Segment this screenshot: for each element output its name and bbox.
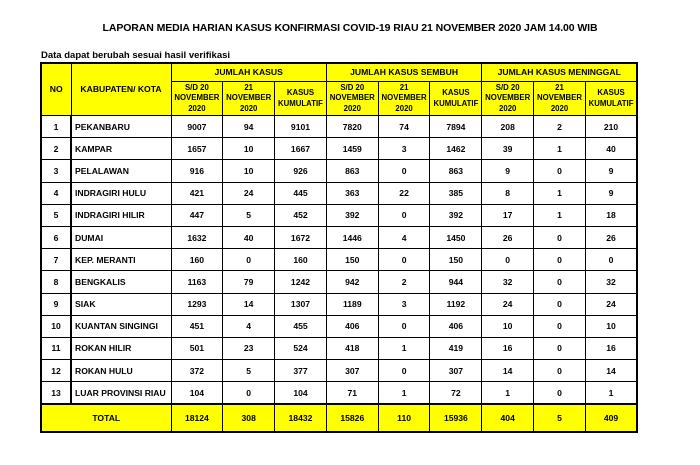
deaths-until-nov20-cell: 0 [482,249,534,271]
row-number: 9 [41,293,71,315]
region-name: LUAR PROVINSI RIAU [71,382,171,405]
cases-until-nov20-cell: 447 [171,204,223,226]
region-name: DUMAI [71,226,171,248]
header-line: 2020 [240,103,258,113]
recovered-cumulative-cell: 1192 [430,293,482,315]
table-row [41,138,637,160]
region-name: INDRAGIRI HULU [71,182,171,204]
recovered-nov21-cell: 0 [378,249,430,271]
cases-nov21-cell: 4 [223,315,275,337]
recovered-until-nov20-cell: 1189 [326,293,378,315]
recovered-cumulative-cell: 72 [430,382,482,405]
cases-until-nov20-cell: 1632 [171,226,223,248]
header-until-nov20-recovered [326,82,378,116]
deaths-until-nov20-cell: 32 [482,271,534,293]
deaths-cumulative-cell: 24 [585,293,637,315]
header-line: NOVEMBER [536,93,583,103]
deaths-cumulative-cell: 0 [585,249,637,271]
recovered-cumulative-cell: 7894 [430,116,482,138]
recovered-nov21-cell: 2 [378,271,430,293]
region-name: KAMPAR [71,138,171,160]
header-line: S/D 20 [184,82,209,92]
region-name: KEP. MERANTI [71,249,171,271]
cases-cumulative-cell: 1672 [275,226,327,248]
recovered-cumulative-cell: 150 [430,249,482,271]
cases-cumulative-cell: 926 [275,160,327,182]
cases-cumulative-cell: 452 [275,204,327,226]
header-line: KASUS [286,88,315,97]
recovered-cumulative-cell: 1462 [430,138,482,160]
total-label: TOTAL [41,404,171,432]
total-deaths-cumulative: 409 [585,404,637,432]
cases-nov21-cell: 94 [223,116,275,138]
row-number: 7 [41,249,71,271]
total-recovered-until-nov20: 15826 [326,404,378,432]
header-group-recovered: JUMLAH KASUS SEMBUH [326,63,481,82]
cases-until-nov20-cell: 1293 [171,293,223,315]
deaths-nov21-cell: 0 [534,293,586,315]
table-row [41,160,637,182]
recovered-until-nov20-cell: 363 [326,182,378,204]
cases-nov21-cell: 40 [223,226,275,248]
table-body [41,116,637,405]
header-line: 2020 [188,103,206,113]
cases-cumulative-cell: 104 [275,382,327,405]
recovered-until-nov20-cell: 418 [326,337,378,359]
recovered-cumulative-cell: 944 [430,271,482,293]
header-until-nov20-cases [171,82,223,116]
recovered-cumulative-cell: 392 [430,204,482,226]
deaths-cumulative-cell: 40 [585,138,637,160]
header-line: 21 [555,82,564,92]
deaths-until-nov20-cell: 8 [482,182,534,204]
cases-cumulative-cell: 1667 [275,138,327,160]
row-number: 8 [41,271,71,293]
deaths-nov21-cell: 0 [534,382,586,405]
cases-until-nov20-cell: 501 [171,337,223,359]
cases-nov21-cell: 10 [223,138,275,160]
cases-nov21-cell: 10 [223,160,275,182]
header-nov21-deaths [534,82,586,116]
recovered-until-nov20-cell: 406 [326,315,378,337]
total-cases-nov21: 308 [223,404,275,432]
table-row [41,293,637,315]
recovered-nov21-cell: 3 [378,138,430,160]
deaths-until-nov20-cell: 24 [482,293,534,315]
table-row [41,249,637,271]
report-title: LAPORAN MEDIA HARIAN KASUS KONFIRMASI COVID-19 RIAU 21 NOVEMBER 2020 JAM 14.00 WIB [102,22,598,34]
header-until-nov20-deaths [482,82,534,116]
header-region: KABUPATEN/ KOTA [71,63,171,116]
row-number: 4 [41,182,71,204]
header-line: 2020 [550,103,569,113]
total-recovered-nov21: 110 [378,404,430,432]
table-row [41,226,637,248]
header-cumulative-cases [275,82,327,116]
cases-cumulative-cell: 1307 [275,293,327,315]
table-row [41,204,637,226]
header-line: KASUS [597,88,625,97]
deaths-nov21-cell: 1 [534,182,586,204]
deaths-until-nov20-cell: 16 [482,337,534,359]
cases-until-nov20-cell: 1163 [171,271,223,293]
row-number: 10 [41,315,71,337]
header-line: 2020 [343,103,361,113]
deaths-until-nov20-cell: 14 [482,360,534,382]
deaths-cumulative-cell: 26 [585,226,637,248]
recovered-nov21-cell: 74 [378,116,430,138]
cases-until-nov20-cell: 916 [171,160,223,182]
recovered-nov21-cell: 0 [378,160,430,182]
row-number: 2 [41,138,71,160]
recovered-nov21-cell: 1 [378,382,430,405]
deaths-cumulative-cell: 10 [585,315,637,337]
header-line: NOVEMBER [329,93,375,103]
cases-cumulative-cell: 377 [275,360,327,382]
recovered-cumulative-cell: 419 [430,337,482,359]
recovered-until-nov20-cell: 392 [326,204,378,226]
table-row [41,271,637,293]
cases-cumulative-cell: 455 [275,315,327,337]
cases-until-nov20-cell: 1657 [171,138,223,160]
recovered-until-nov20-cell: 942 [326,271,378,293]
deaths-until-nov20-cell: 26 [482,226,534,248]
deaths-cumulative-cell: 210 [585,116,637,138]
cases-until-nov20-cell: 104 [171,382,223,405]
recovered-nov21-cell: 4 [378,226,430,248]
cases-until-nov20-cell: 451 [171,315,223,337]
row-number: 11 [41,337,71,359]
header-line: 2020 [395,103,413,113]
deaths-nov21-cell: 1 [534,138,586,160]
cases-nov21-cell: 79 [223,271,275,293]
recovered-until-nov20-cell: 71 [326,382,378,405]
cases-until-nov20-cell: 160 [171,249,223,271]
header-line: S/D 20 [495,82,520,92]
cases-cumulative-cell: 445 [275,182,327,204]
header-line: 2020 [499,103,517,113]
recovered-until-nov20-cell: 307 [326,360,378,382]
recovered-until-nov20-cell: 7820 [326,116,378,138]
header-group-cases: JUMLAH KASUS [171,63,326,82]
verification-note: Data dapat berubah sesuai hasil verifikasi [41,50,231,61]
recovered-nov21-cell: 22 [378,182,430,204]
cases-cumulative-cell: 9101 [275,116,327,138]
cases-cumulative-cell: 1242 [275,271,327,293]
header-nov21-cases [223,82,275,116]
recovered-until-nov20-cell: 863 [326,160,378,182]
region-name: BENGKALIS [71,271,171,293]
cases-nov21-cell: 24 [223,182,275,204]
recovered-until-nov20-cell: 150 [326,249,378,271]
deaths-cumulative-cell: 14 [585,360,637,382]
deaths-nov21-cell: 1 [534,204,586,226]
header-cumulative-recovered [430,82,482,116]
deaths-nov21-cell: 0 [534,226,586,248]
deaths-cumulative-cell: 18 [585,204,637,226]
cases-cumulative-cell: 524 [275,337,327,359]
deaths-nov21-cell: 0 [534,337,586,359]
recovered-cumulative-cell: 307 [430,360,482,382]
header-cumulative-deaths [585,82,637,116]
table-header [41,63,637,116]
total-recovered-cumulative: 15936 [430,404,482,432]
table-row [41,116,637,138]
recovered-cumulative-cell: 406 [430,315,482,337]
region-name: KUANTAN SINGINGI [71,315,171,337]
cases-nov21-cell: 0 [223,382,275,405]
row-number: 5 [41,204,71,226]
header-line: NOVEMBER [226,93,272,103]
cases-nov21-cell: 14 [223,293,275,315]
deaths-nov21-cell: 0 [534,249,586,271]
header-line: KUMULATIF [433,98,479,108]
recovered-cumulative-cell: 1450 [430,226,482,248]
region-name: ROKAN HULU [71,360,171,382]
total-cases-cumulative: 18432 [275,404,327,432]
header-line: NOVEMBER [485,93,531,103]
deaths-nov21-cell: 2 [534,116,586,138]
header-nov21-recovered [378,82,430,116]
deaths-cumulative-cell: 32 [585,271,637,293]
header-line: NOVEMBER [174,93,220,103]
row-number: 1 [41,116,71,138]
deaths-until-nov20-cell: 10 [482,315,534,337]
table-row [41,382,637,405]
cases-nov21-cell: 0 [223,249,275,271]
header-no: NO [41,63,71,116]
header-line: KUMULATIF [588,98,634,108]
recovered-nov21-cell: 0 [378,360,430,382]
row-number: 3 [41,160,71,182]
deaths-nov21-cell: 0 [534,315,586,337]
header-line: KUMULATIF [278,98,323,108]
row-number: 6 [41,226,71,248]
deaths-nov21-cell: 0 [534,271,586,293]
header-line: 21 [399,82,409,92]
table-row [41,315,637,337]
recovered-nov21-cell: 3 [378,293,430,315]
covid-report-table [40,62,638,433]
row-number: 13 [41,382,71,405]
region-name: INDRAGIRI HILIR [71,204,171,226]
region-name: SIAK [71,293,171,315]
cases-cumulative-cell: 160 [275,249,327,271]
region-name: PEKANBARU [71,116,171,138]
total-row [41,404,637,432]
cases-nov21-cell: 5 [223,360,275,382]
header-line: S/D 20 [340,82,365,92]
recovered-nov21-cell: 0 [378,204,430,226]
deaths-cumulative-cell: 16 [585,337,637,359]
total-deaths-until-nov20: 404 [482,404,534,432]
deaths-nov21-cell: 0 [534,360,586,382]
cases-nov21-cell: 23 [223,337,275,359]
recovered-until-nov20-cell: 1446 [326,226,378,248]
total-cases-until-nov20: 18124 [171,404,223,432]
deaths-cumulative-cell: 9 [585,160,637,182]
deaths-until-nov20-cell: 17 [482,204,534,226]
table-row [41,182,637,204]
deaths-cumulative-cell: 9 [585,182,637,204]
header-line: 21 [244,82,254,92]
table-row [41,360,637,382]
table-footer [41,404,637,432]
header-group-deaths: JUMLAH KASUS MENINGGAL [482,63,637,82]
region-name: PELALAWAN [71,160,171,182]
deaths-nov21-cell: 0 [534,160,586,182]
region-name: ROKAN HILIR [71,337,171,359]
cases-until-nov20-cell: 9007 [171,116,223,138]
total-deaths-nov21: 5 [534,404,586,432]
deaths-until-nov20-cell: 1 [482,382,534,405]
recovered-cumulative-cell: 385 [430,182,482,204]
deaths-until-nov20-cell: 39 [482,138,534,160]
deaths-cumulative-cell: 1 [585,382,637,405]
recovered-cumulative-cell: 863 [430,160,482,182]
header-line: NOVEMBER [381,93,427,103]
cases-until-nov20-cell: 421 [171,182,223,204]
header-line: KASUS [442,88,470,97]
table-row [41,337,637,359]
deaths-until-nov20-cell: 208 [482,116,534,138]
recovered-nov21-cell: 1 [378,337,430,359]
deaths-until-nov20-cell: 9 [482,160,534,182]
row-number: 12 [41,360,71,382]
recovered-until-nov20-cell: 1459 [326,138,378,160]
cases-nov21-cell: 5 [223,204,275,226]
cases-until-nov20-cell: 372 [171,360,223,382]
recovered-nov21-cell: 0 [378,315,430,337]
